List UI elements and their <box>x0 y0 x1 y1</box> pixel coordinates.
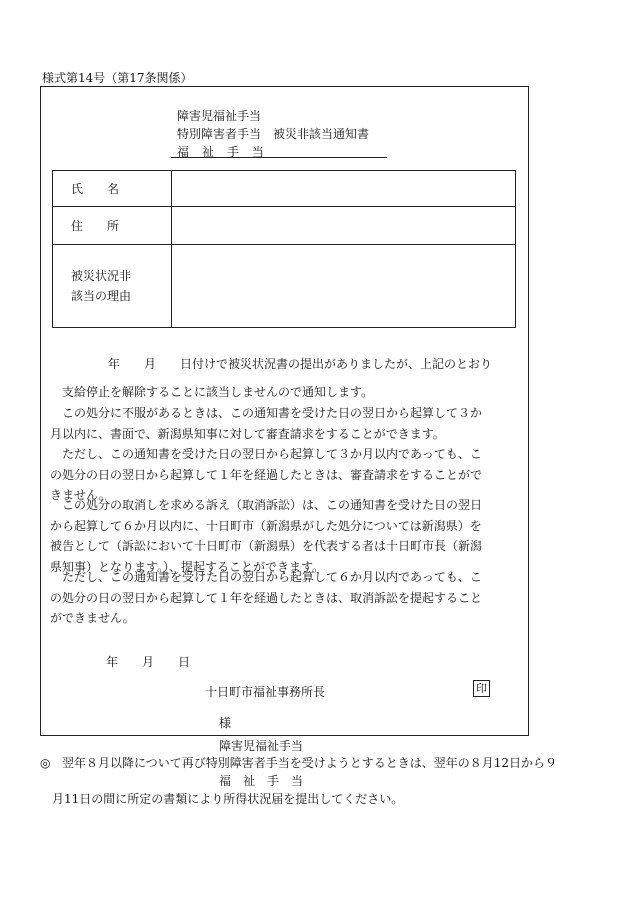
footer-text-a: 翌年８月以降について再び <box>62 756 206 770</box>
reason-label <box>53 245 172 328</box>
paragraph-line: この処分に不服があるときは、この通知書を受けた日の翌日から起算して３か <box>62 406 483 420</box>
title-line-2: 特別障害者手当 被災非該当通知書 <box>177 127 370 141</box>
footer-text-b: を受けようとするときは、翌年の８月12日から９ <box>289 756 558 770</box>
lawsuit-paragraph-2 <box>50 567 518 629</box>
paragraph-line: この処分の取消しを求める訴え（取消訴訟）は、この通知書を受けた日の翌日 <box>62 498 483 512</box>
paragraph-line: ただし、この通知書を受けた日の翌日から起算して３か月以内であっても、こ <box>62 447 482 461</box>
addressee-honorific: 様 <box>219 716 232 730</box>
paragraph-line: ができません。 <box>50 611 135 625</box>
notice-date-line: 年 月 日付けで被災状況書の提出がありましたが、上記のとおり <box>108 357 493 371</box>
issuer-office: 十日町市福祉事務所長 <box>205 685 326 699</box>
double-circle-mark: ◎ <box>40 756 51 770</box>
title-line-1: 障害児福祉手当 <box>177 109 262 123</box>
lawsuit-paragraph-1 <box>50 495 518 577</box>
address-label: 住 所 <box>53 207 172 245</box>
footer-text-c: 月11日の間に所定の書類により所得状況届を提出してください。 <box>52 792 404 806</box>
address-value <box>172 207 516 245</box>
name-value <box>172 171 516 207</box>
footer-allowance-3: 福 祉 手 当 <box>219 774 304 788</box>
reason-label-line-2: 該当の理由 <box>71 289 132 303</box>
issue-date: 年 月 日 <box>106 655 191 669</box>
paragraph-line: ただし、この通知書を受けた日の翌日から起算して６か月以内であっても、こ <box>62 570 482 584</box>
paragraph-line: の処分の日の翌日から起算して１年を経過したときは、審査請求をすることがで <box>50 467 483 482</box>
reason-value <box>172 245 516 328</box>
footer-allowance-1: 障害児福祉手当 <box>219 739 304 753</box>
paragraph-line: から起算して６か月以内に、十日町市（新潟県がした処分については新潟県）を <box>50 518 482 533</box>
reason-label-line-1: 被災状況非 <box>71 269 132 283</box>
paragraph-line: きません。 <box>50 488 111 502</box>
paragraph-line: の処分の日の翌日から起算して１年を経過したときは、取消訴訟を提起すること <box>50 590 483 605</box>
notice-line-2: 支給停止を解除することに該当しませんので通知します。 <box>62 385 374 399</box>
footer-line <box>40 754 557 771</box>
title-line-3: 福 祉 手 当 <box>177 145 265 159</box>
paragraph-line: 月以内に、書面で、新潟県知事に対して審査請求をすることができます。 <box>50 426 445 441</box>
paragraph-line: 被告として（訴訟において十日町市（新潟県）を代表する者は十日町市長（新潟 <box>50 539 483 553</box>
appeal-paragraph-1 <box>50 403 518 444</box>
recipient-info-table <box>52 170 516 328</box>
form-number: 様式第14号（第17条関係） <box>42 71 193 85</box>
paragraph-line: 県知事）となります。）、提起することができます。 <box>50 559 325 574</box>
footer-allowance-2: 特別障害者手当 <box>205 756 290 770</box>
name-label: 氏 名 <box>53 171 172 207</box>
seal-mark: 印 <box>473 680 490 697</box>
title-underline <box>171 157 387 158</box>
